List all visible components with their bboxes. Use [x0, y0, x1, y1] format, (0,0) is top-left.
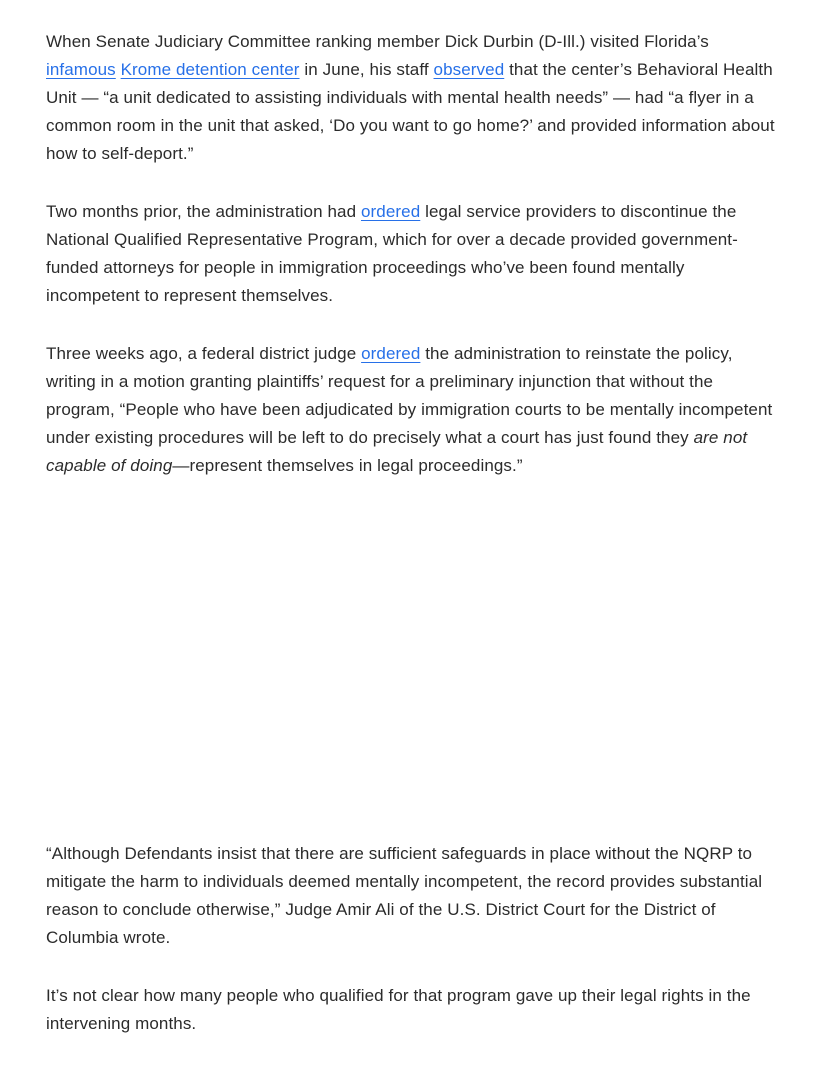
- text-run: It’s not clear how many people who qualified for that program gave up their legal rights in the intervening months.: [46, 986, 751, 1033]
- text-run: —represent themselves in legal proceedings.”: [172, 456, 523, 475]
- text-run: “Although Defendants insist that there are sufficient safeguards in place without the NQRP to mitigate the harm to individuals deemed mentally incompetent, the record provides substantial reason to conclude otherwise,” Judge Amir Ali of the U.S. District Court for the District of Columbia wrote.: [46, 844, 763, 947]
- link-krome-detention-center[interactable]: Krome detention center: [120, 60, 300, 79]
- text-run: When Senate Judiciary Committee ranking member Dick Durbin (D-Ill.) visited Florida’s: [46, 32, 709, 51]
- link-ordered-2[interactable]: ordered: [361, 344, 421, 363]
- paragraph-3: [46, 340, 778, 480]
- text-run: legal service providers to discontinue the National Qualified Representative Program, which for over a decade provided government-funded attorneys for people in immigration proceedings who’ve been found mentally incompetent to represent themselves.: [46, 202, 738, 305]
- embed-placeholder: [46, 510, 778, 810]
- link-observed[interactable]: observed: [433, 60, 505, 79]
- text-run: Three weeks ago, a federal district judge: [46, 344, 362, 363]
- link-infamous[interactable]: infamous: [46, 60, 116, 79]
- text-run: in June, his staff: [299, 60, 434, 79]
- text-run: Two months prior, the administration had: [46, 202, 361, 221]
- paragraph-1: [46, 28, 778, 168]
- italic-text-run: are not capable of doing: [46, 428, 748, 475]
- paragraph-2: [46, 198, 778, 310]
- text-run: that the center’s Behavioral Health Unit — “a unit dedicated to assisting individuals with mental health needs” — had “a flyer in a common room in the unit that asked, ‘Do you want to go home?’ and provided information about how to self-deport.”: [46, 60, 775, 163]
- text-run: the administration to reinstate the policy, writing in a motion granting plaintiffs’ request for a preliminary injunction that without the program, “People who have been adjudicated by immigration courts to be mentally incompetent under existing procedures will be left to do precisely what a court has just found they: [46, 344, 773, 447]
- link-ordered-1[interactable]: ordered: [360, 202, 421, 221]
- paragraph-4: [46, 840, 778, 952]
